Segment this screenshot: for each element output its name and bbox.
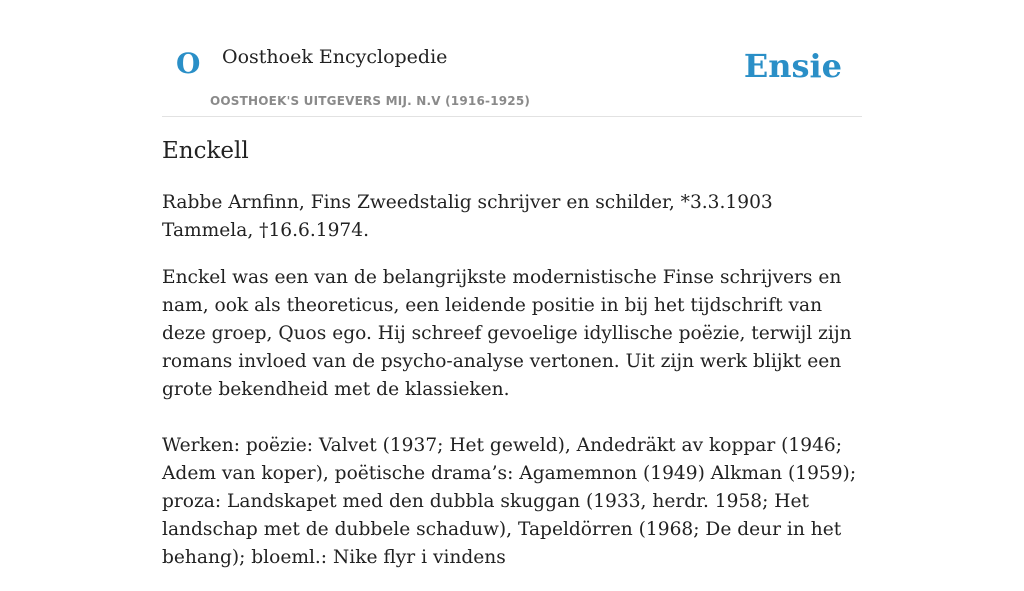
article-content (162, 136, 862, 591)
site-logo[interactable]: O (176, 47, 201, 80)
site-header (162, 0, 862, 117)
publisher-subtitle: OOSTHOEK'S UITGEVERS MIJ. N.V (1916-1925) (210, 94, 531, 108)
article-body: Enckel was een van de belangrijkste modernistische Finse schrijvers en nam, ook als theoreticus, een leidende positie in bij het tijdschrift van deze groep, Quos ego. Hij schreef gevoelige idyllische poëzie, terwijl zijn romans invloed van de psycho-analyse vertonen. Uit zijn werk blijkt een grote bekendheid met de klassieken. (162, 267, 852, 401)
article-title: Enckell (162, 138, 249, 164)
article-works: Werken: poëzie: Valvet (1937; Het geweld), Andedräkt av koppar (1946; Adem van koper), poëtische drama’s: Agamemnon (1949) Alkman (1959); proza: Landskapet med den dubbla skuggan (1933, herdr. 1958; Het landschap met de dubbele schaduw), Tapeldörren (1968; De deur in het behang); bloeml.: Nike flyr i vindens (162, 435, 857, 569)
site-title[interactable]: Oosthoek Encyclopedie (222, 46, 448, 68)
article-intro: Rabbe Arnfinn, Fins Zweedstalig schrijver en schilder, *3.3.1903 Tammela, †16.6.1974. (162, 192, 773, 242)
brand-logo-ensie[interactable]: Ensie (743, 47, 842, 85)
